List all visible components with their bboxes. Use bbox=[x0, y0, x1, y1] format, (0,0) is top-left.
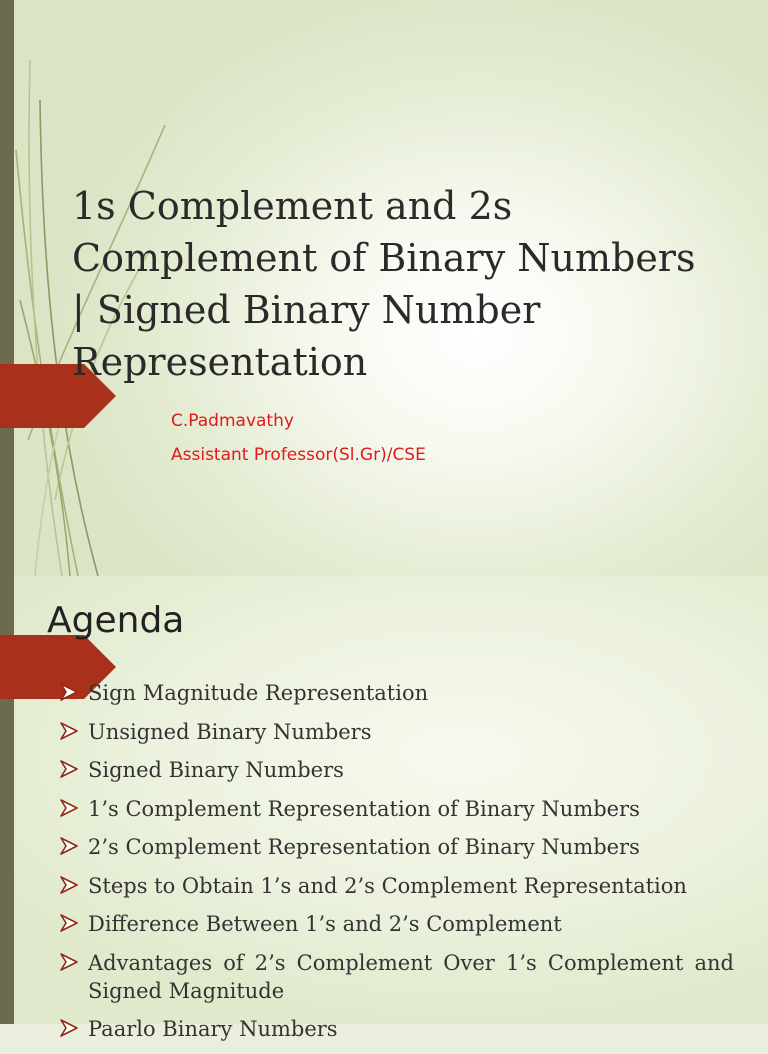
agenda-item bbox=[60, 795, 734, 823]
agenda-item bbox=[60, 1015, 734, 1043]
agenda-heading: Agenda bbox=[47, 600, 185, 641]
arrow-bullet-icon bbox=[60, 683, 78, 701]
author-name: C.Padmavathy bbox=[171, 411, 294, 431]
agenda-item bbox=[60, 910, 734, 938]
agenda-item bbox=[60, 872, 734, 900]
agenda-item bbox=[60, 718, 734, 746]
arrow-bullet-icon bbox=[60, 1019, 78, 1037]
author-designation: Assistant Professor(Sl.Gr)/CSE bbox=[171, 445, 426, 465]
agenda-item bbox=[60, 949, 734, 1005]
arrow-bullet-icon bbox=[60, 953, 78, 971]
arrow-bullet-icon bbox=[60, 876, 78, 894]
agenda-item-label: Difference Between 1’s and 2’s Complement bbox=[88, 912, 562, 936]
arrow-bullet-icon bbox=[60, 914, 78, 932]
agenda-item-label: 2’s Complement Representation of Binary Numbers bbox=[88, 835, 640, 859]
slide-title: 1s Complement and 2s Complement of Binary Numbers | Signed Binary Number Representation bbox=[72, 184, 696, 384]
agenda-item-label: Unsigned Binary Numbers bbox=[88, 719, 372, 744]
arrow-bullet-icon bbox=[60, 722, 78, 740]
agenda-item-label: Paarlo Binary Numbers bbox=[88, 1017, 338, 1041]
arrow-bullet-icon bbox=[60, 799, 78, 817]
arrow-bullet-icon bbox=[60, 837, 78, 855]
agenda-item-label: 1’s Complement Representation of Binary Numbers bbox=[88, 796, 640, 821]
agenda-item-label: Steps to Obtain 1’s and 2’s Complement Representation bbox=[88, 873, 687, 898]
agenda-item bbox=[60, 833, 734, 861]
agenda-item-label: Sign Magnitude Representation bbox=[88, 681, 429, 705]
agenda-item bbox=[60, 679, 734, 707]
agenda-list bbox=[60, 679, 734, 1054]
agenda-item bbox=[60, 756, 734, 784]
agenda-item-label: Signed Binary Numbers bbox=[88, 758, 344, 782]
agenda-slide bbox=[0, 576, 768, 1041]
agenda-item-label: Advantages of 2’s Complement Over 1’s Complement and Signed Magnitude bbox=[88, 950, 734, 1003]
author-block bbox=[171, 404, 426, 472]
arrow-bullet-icon bbox=[60, 760, 78, 778]
